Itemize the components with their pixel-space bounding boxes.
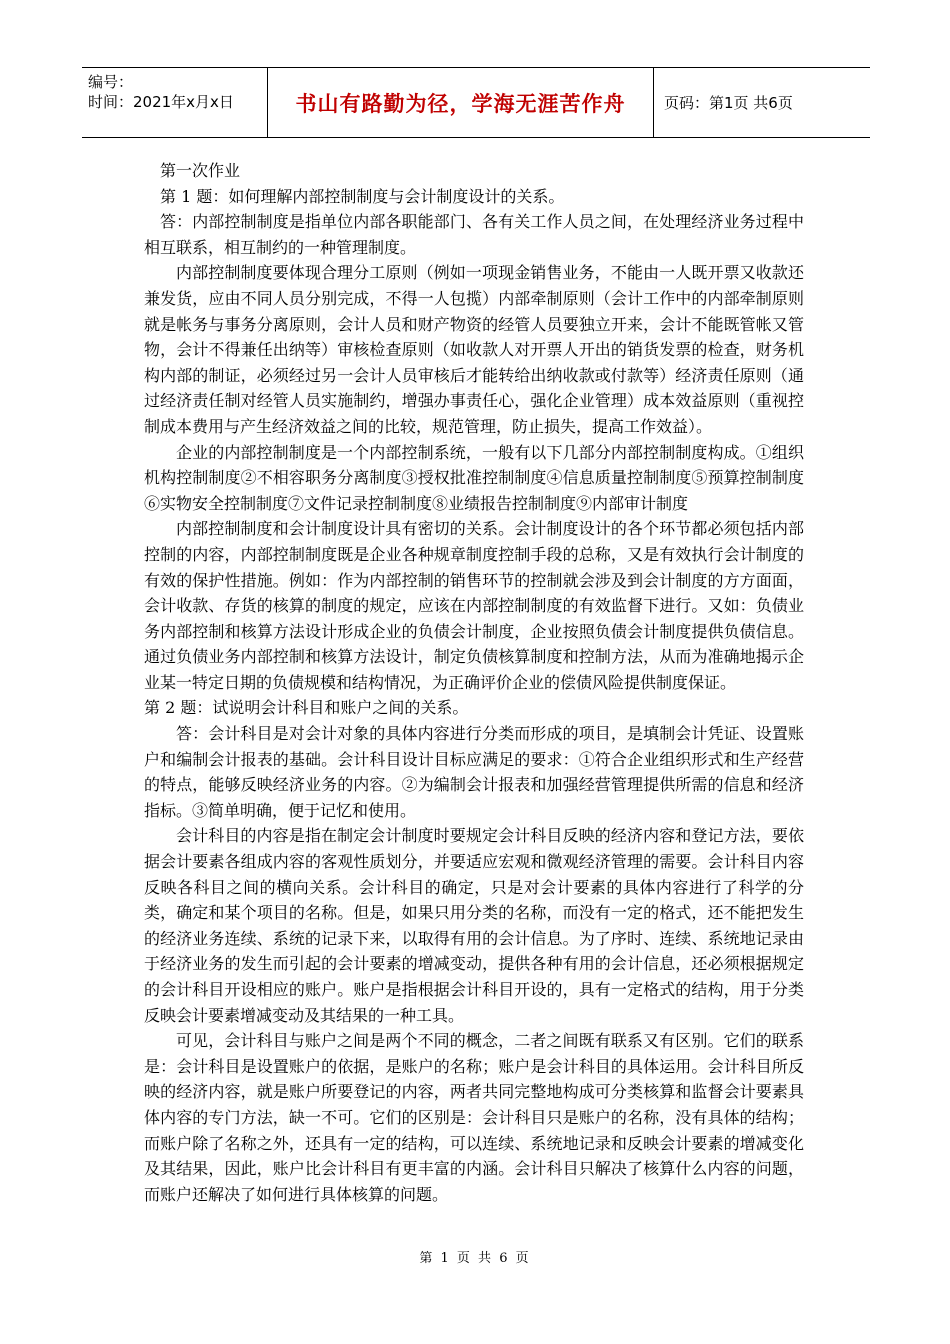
question-2-paragraph-content: 会计科目的内容是指在制定会计制度时要规定会计科目反映的经济内容和登记方法，要依据会计要素各组成内容的客观性质划分，并要适应宏观和微观经济管理的需要。会计科目内容反映各科目之间的横向关系。会计科目的确定，只是对会计要素的具体内容进行了科学的分类，确定和某个项目的名称。但是，如果只用分类的名称，而没有一定的格式，还不能把发生的经济业务连续、系统的记录下来，以取得有用的会计信息。为了序时、连续、系统地记录由于经济业务的发生而引起的会计要素的增减变动，提供各种有用的会计信息，还必须根据规定的会计科目开设相应的账户。账户是指根据会计科目开设的，具有一定格式的结构，用于分类反映会计要素增减变动及其结果的一种工具。 (144, 826, 804, 1025)
question-2-paragraph-conclusion: 可见，会计科目与账户之间是两个不同的概念，二者之间既有联系又有区别。它们的联系是：会计科目是设置账户的依据，是账户的名称；账户是会计科目的具体运用。会计科目所反映的经济内容，就是账户所要登记的内容，两者共同完整地构成可分类核算和监督会计要素具体内容的专门方法，缺一不可。它们的区别是：会计科目只是账户的名称，没有具体的结构；而账户除了名称之外，还具有一定的结构，可以连续、系统地记录和反映会计要素的增减变化及其结果，因此，账户比会计科目有更丰富的内涵。会计科目只解决了核算什么内容的问题，而账户还解决了如何进行具体核算的问题。 (144, 1031, 804, 1204)
question-1-title: 第 1 题：如何理解内部控制制度与会计制度设计的关系。 (160, 186, 565, 206)
header-page-info: 页码：第1页 共6页 (664, 94, 793, 112)
document-body (144, 158, 804, 1207)
question-1-paragraph-principles: 内部控制制度要体现合理分工原则（例如一项现金销售业务，不能由一人既开票又收款还兼发货，应由不同人员分别完成，不得一人包揽）内部牵制原则（会计工作中的内部牵制原则就是帐务与事务分离原则，会计人员和财产物资的经管人员要独立开来，会计不能既管帐又管物，会计不得兼任出纳等）审核检查原则（如收款人对开票人开出的销货发票的检查，财务机构内部的制证，必须经过另一会计人员审核后才能转给出纳收款或付款等）经济责任原则（通过经济责任制对经管人员实施制约，增强办事责任心，强化企业管理）成本效益原则（重视控制成本费用与产生经济效益之间的比较，规范管理，防止损失，提高工作效益）。 (144, 263, 804, 436)
question-1-paragraph-components: 企业的内部控制制度是一个内部控制系统，一般有以下几部分内部控制制度构成。①组织机构控制制度②不相容职务分离制度③授权批准控制制度④信息质量控制制度⑤预算控制制度⑥实物安全控制制度⑦文件记录控制制度⑧业绩报告控制制度⑨内部审计制度 (144, 442, 804, 513)
header-meta (82, 68, 268, 137)
question-2-answer-intro: 答：会计科目是对会计对象的具体内容进行分类而形成的项目，是填制会计凭证、设置账户和编制会计报表的基础。会计科目设计目标应满足的要求：①符合企业组织形式和生产经营的特点，能够反映经济业务的内容。②为编制会计报表和加强经营管理提供所需的信息和经济指标。③简单明确，便于记忆和使用。 (144, 724, 804, 820)
question-1-answer-intro: 答：内部控制制度是指单位内部各职能部门、各有关工作人员之间，在处理经济业务过程中相互联系，相互制约的一种管理制度。 (144, 212, 804, 257)
document-title: 第一次作业 (160, 161, 241, 180)
number-label: 编号： (88, 73, 134, 91)
time-label: 时间：2021年x月x日 (88, 93, 234, 111)
header-motto: 书山有路勤为径，学海无涯苦作舟 (268, 68, 654, 137)
question-2-title: 第 2 题：试说明会计科目和账户之间的关系。 (144, 698, 469, 718)
page-footer: 第 1 页 共 6 页 (419, 1251, 531, 1266)
question-1-paragraph-relationship: 内部控制制度和会计制度设计具有密切的关系。会计制度设计的各个环节都必须包括内部控制的内容，内部控制制度既是企业各种规章制度控制手段的总称，又是有效执行会计制度的有效的保护性措施。例如：作为内部控制的销售环节的控制就会涉及到会计制度的方方面面，会计收款、存货的核算的制度的规定，应该在内部控制制度的有效监督下进行。又如：负债业务内部控制和核算方法设计形成企业的负债会计制度，企业按照负债会计制度提供负债信息。通过负债业务内部控制和核算方法设计，制定负债核算制度和控制方法，从而为准确地揭示企业某一特定日期的负债规模和结构情况，为正确评价企业的偿债风险提供制度保证。 (144, 519, 804, 692)
document-header (82, 67, 870, 138)
